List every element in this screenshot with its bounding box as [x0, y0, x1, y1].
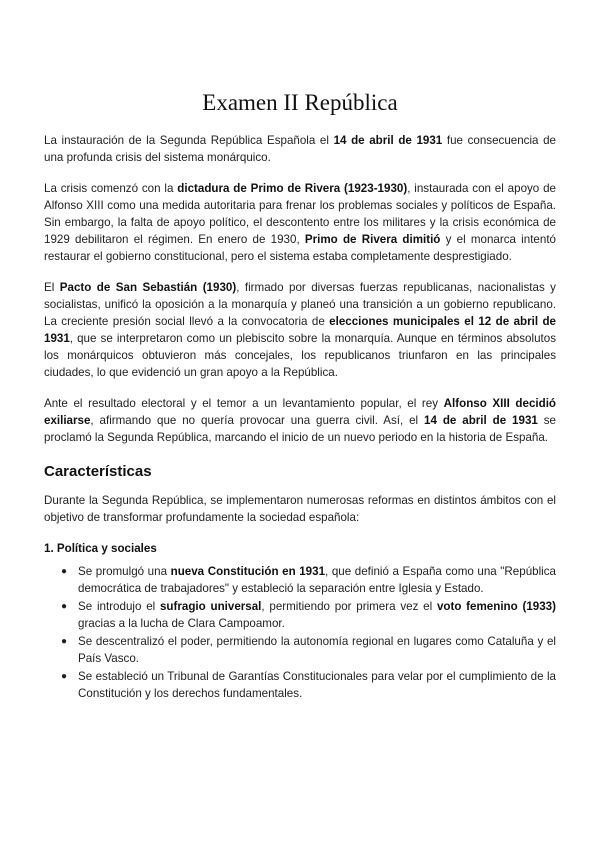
bullet-text: Se promulgó una nueva Constitución en 1931, que definió a España como una "República democrática de trabajadores" y estableció la separación entre Iglesia y Estado. — [78, 565, 556, 595]
paragraph-dictadura: La crisis comenzó con la dictadura de Primo de Rivera (1923-1930), instaurada con el apoyo de Alfonso XIII como una medida autoritaria para frenar los problemas sociales y políticos de España. Sin embargo, la falta de apoyo político, el descontento entre los militares y la crisis económica de 1929 debilitaron el régimen. En enero de 1930, Primo de Rivera dimitió y el monarca intentó restaurar el gobierno constitucional, pero el sistema estaba completamente desprestigiado. — [44, 182, 556, 263]
document-title: Examen II República — [202, 90, 398, 115]
bold-emphasis: sufragio universal — [159, 600, 262, 613]
bullet-text: Se estableció un Tribunal de Garantías Constitucionales para velar por el cumplimiento de la Constitución y los derechos fundamentales. — [78, 670, 556, 700]
bullet-text: Se descentralizó el poder, permitiendo la autonomía regional en lugares como Cataluña y el País Vasco. — [78, 635, 556, 665]
bold-emphasis: Pacto de San Sebastián (1930) — [59, 281, 237, 294]
bullet-dot-icon: ● — [61, 601, 68, 612]
paragraph-pacto: El Pacto de San Sebastián (1930), firmado por diversas fuerzas republicanas, nacionalistas y socialistas, unificó la oposición a la monarquía y planeó una transición a un gobierno republicano. La creciente presión social llevó a la convocatoria de elecciones municipales el 12 de abril de 1931, que se interpretaron como un plebiscito sobre la monarquía. Aunque en términos absolutos los monárquicos obtuvieron más concejales, los republicanos triunfaron en las principales ciudades, lo que evidenció un gran apoyo a la República. — [44, 281, 556, 379]
bullet-list — [44, 563, 556, 702]
bold-emphasis: elecciones municipales el 12 de abril de 1931 — [44, 315, 556, 345]
bold-emphasis: nueva Constitución en 1931 — [170, 565, 326, 578]
section-title-caracteristicas: Características — [44, 463, 152, 480]
subsection-title-politica: 1. Política y sociales — [44, 542, 157, 555]
bullet-item-autonomia — [61, 633, 556, 667]
bullet-dot-icon: ● — [61, 671, 68, 682]
paragraph-proclamacion: Ante el resultado electoral y el temor a un levantamiento popular, el rey Alfonso XIII decidió exiliarse, afirmando que no quería provocar una guerra civil. Así, el 14 de abril de 1931 se proclamó la Segunda República, marcando el inicio de un nuevo periodo en la historia de España. — [44, 397, 557, 444]
intro-paragraph: La instauración de la Segunda República Española el 14 de abril de 1931 fue consecuencia de una profunda crisis del sistema monárquico. — [44, 134, 557, 164]
bold-emphasis: Primo de Rivera dimitió — [304, 233, 441, 246]
bullet-dot-icon: ● — [61, 636, 68, 647]
bullet-item-sufragio — [61, 598, 556, 632]
bullet-dot-icon: ● — [61, 566, 68, 577]
bold-emphasis: 14 de abril de 1931 — [424, 414, 538, 427]
bullet-text: Se introdujo el sufragio universal, permitiendo por primera vez el voto femenino (1933) gracias a la lucha de Clara Campoamor. — [78, 600, 556, 630]
section-intro-paragraph: Durante la Segunda República, se implementaron numerosas reformas en distintos ámbitos con el objetivo de transformar profundamente la sociedad española: — [44, 494, 556, 524]
bold-emphasis: voto femenino (1933) — [436, 600, 556, 613]
bold-emphasis: dictadura de Primo de Rivera (1923-1930) — [177, 182, 408, 195]
bullet-item-tribunal — [61, 668, 556, 702]
bold-emphasis: Alfonso XIII decidió exiliarse — [44, 397, 556, 427]
bullet-item-constitucion — [61, 563, 556, 597]
bold-emphasis: 14 de abril de 1931 — [333, 134, 443, 147]
